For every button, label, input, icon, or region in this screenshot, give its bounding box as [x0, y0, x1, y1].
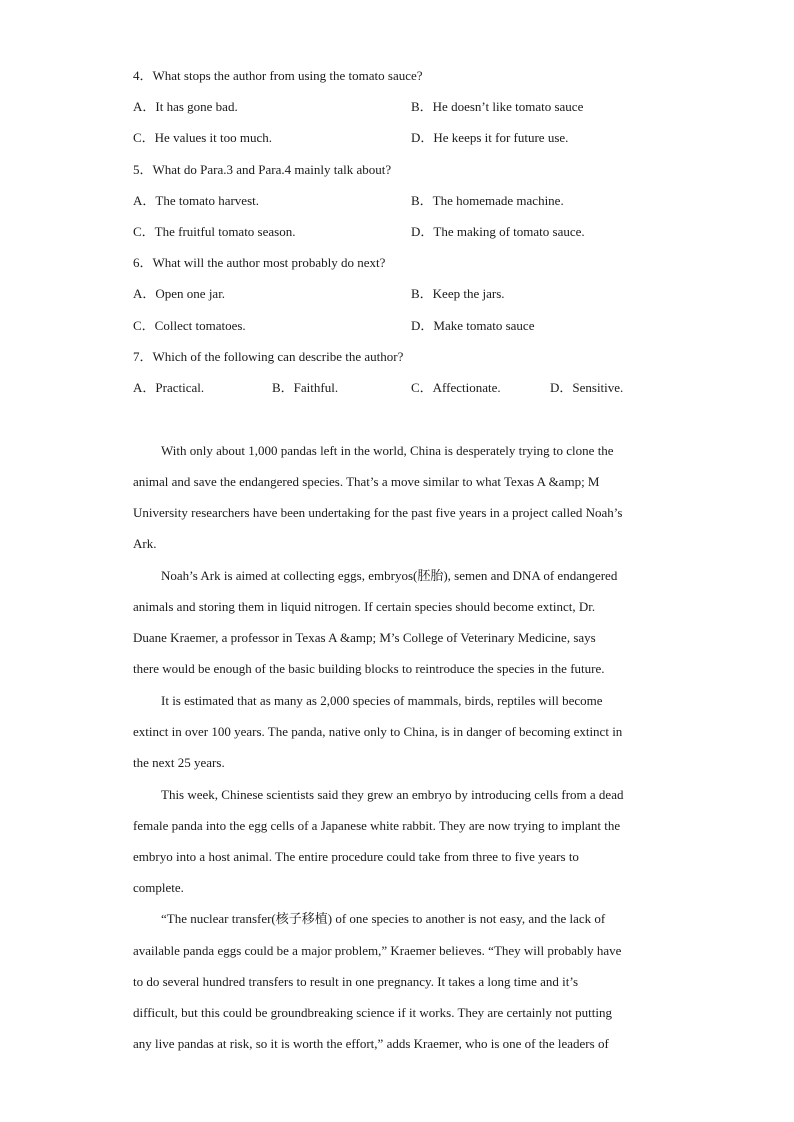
passage-line: Duane Kraemer, a professor in Texas A &amp; M’s College of Veterinary Medicine, says — [133, 630, 596, 645]
question-6-option-c: C．Collect tomatoes. — [133, 318, 246, 333]
passage-line: there would be enough of the basic building blocks to reintroduce the species in the future. — [133, 661, 605, 676]
passage-line: animal and save the endangered species. That’s a move similar to what Texas A &amp; M — [133, 474, 600, 489]
passage-line: embryo into a host animal. The entire procedure could take from three to five years to — [133, 849, 579, 864]
question-6-option-d: D．Make tomato sauce — [411, 318, 535, 333]
question-7-option-c: C．Affectionate. — [411, 380, 501, 395]
passage-line: any live pandas at risk, so it is worth the effort,” adds Kraemer, who is one of the leaders of — [133, 1036, 609, 1051]
passage-line: animals and storing them in liquid nitrogen. If certain species should become extinct, Dr. — [133, 599, 596, 614]
passage-line: This week, Chinese scientists said they grew an embryo by introducing cells from a dead — [161, 787, 624, 802]
passage-line: difficult, but this could be groundbreaking science if it works. They are certainly not putting — [133, 1005, 612, 1020]
passage-line: Ark. — [133, 536, 157, 551]
passage-line: extinct in over 100 years. The panda, native only to China, is in danger of becoming extinct in — [133, 724, 623, 739]
question-7-option-b: B．Faithful. — [272, 380, 339, 395]
question-6-option-a: A．Open one jar. — [133, 286, 226, 301]
question-4-stem: 4．What stops the author from using the tomato sauce? — [133, 68, 423, 83]
question-6-stem: 6．What will the author most probably do next? — [133, 255, 386, 270]
question-7-option-a: A．Practical. — [133, 380, 205, 395]
question-7-stem: 7．Which of the following can describe the author? — [133, 349, 404, 364]
question-4-option-c: C．He values it too much. — [133, 130, 273, 145]
question-5-option-a: A．The tomato harvest. — [133, 193, 259, 208]
question-6-option-b: B．Keep the jars. — [411, 286, 505, 301]
passage-line: available panda eggs could be a major problem,” Kraemer believes. “They will probably have — [133, 943, 622, 958]
passage-line: female panda into the egg cells of a Japanese white rabbit. They are now trying to implant the — [133, 818, 621, 833]
question-5-option-d: D．The making of tomato sauce. — [411, 224, 585, 239]
passage-line: complete. — [133, 880, 184, 895]
passage-line: to do several hundred transfers to result in one pregnancy. It takes a long time and it’s — [133, 974, 579, 989]
question-5-option-b: B．The homemade machine. — [411, 193, 564, 208]
passage-line: Noah’s Ark is aimed at collecting eggs, embryos(胚胎), semen and DNA of endangered — [161, 568, 618, 583]
passage-line: It is estimated that as many as 2,000 species of mammals, birds, reptiles will become — [161, 693, 603, 708]
question-7-option-d: D．Sensitive. — [550, 380, 624, 395]
question-4-option-a: A．It has gone bad. — [133, 99, 238, 114]
passage-line: “The nuclear transfer(核子移植) of one species to another is not easy, and the lack of — [161, 911, 606, 926]
question-4-option-d: D．He keeps it for future use. — [411, 130, 569, 145]
passage-line: University researchers have been undertaking for the past five years in a project called Noah’s — [133, 505, 623, 520]
question-5-option-c: C．The fruitful tomato season. — [133, 224, 296, 239]
passage-line: the next 25 years. — [133, 755, 225, 770]
question-4-option-b: B．He doesn’t like tomato sauce — [411, 99, 584, 114]
passage-line: With only about 1,000 pandas left in the world, China is desperately trying to clone the — [161, 443, 614, 458]
question-5-stem: 5．What do Para.3 and Para.4 mainly talk about? — [133, 162, 392, 177]
